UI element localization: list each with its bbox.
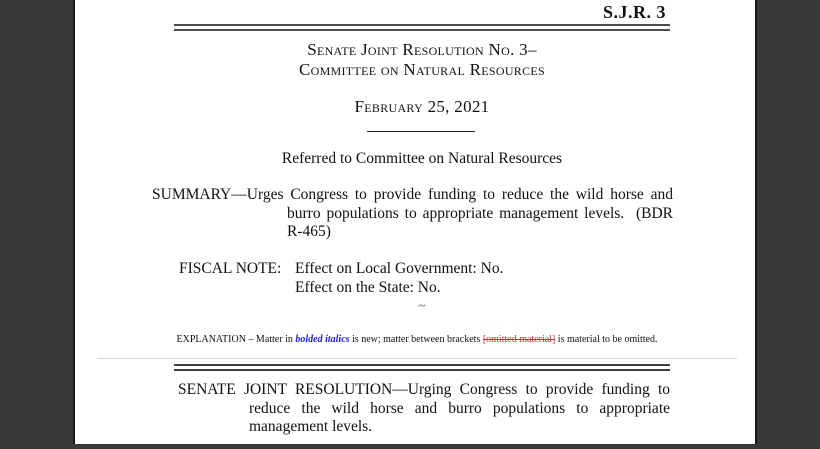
- explanation-note: [97, 334, 737, 345]
- resolution-text: —Urging Congress to provide funding to reduce the wild horse and burro populations to appropriate management levels.: [249, 381, 670, 436]
- title-line-2: Committee on Natural Resources: [298, 59, 546, 79]
- fiscal-effect-local: Effect on Local Government: No.: [295, 260, 504, 277]
- tilde-separator: ~: [418, 299, 426, 314]
- fiscal-note-effects: [295, 260, 503, 297]
- explanation-omitted-matter: [omitted material]: [482, 334, 556, 345]
- doc-number: S.J.R. 3: [602, 2, 666, 22]
- top-double-rule: [174, 24, 670, 31]
- document-page: [73, 0, 757, 444]
- date-separator-rule: [367, 131, 475, 132]
- referred-line: Referred to Committee on Natural Resources: [281, 150, 563, 167]
- explanation-bottom-rule: [97, 358, 737, 359]
- explanation-suffix: is material to be omitted.: [555, 334, 658, 345]
- document-date: February 25, 2021: [354, 97, 490, 116]
- fiscal-note-label: FISCAL NOTE:: [179, 260, 282, 277]
- resolution-label: SENATE JOINT RESOLUTION: [178, 381, 393, 398]
- bottom-double-rule: [174, 364, 670, 371]
- explanation-middle: is new; matter between brackets: [349, 334, 483, 345]
- resolution-paragraph: [178, 381, 670, 437]
- explanation-new-matter: bolded italics: [295, 334, 350, 345]
- explanation-prefix: EXPLANATION – Matter in: [176, 334, 296, 345]
- fiscal-effect-state: Effect on the State: No.: [295, 278, 441, 296]
- summary-text: —Urges Congress to provide funding to reduce the wild horse and burro populations to appropriate management levels. (BDR R-465): [231, 186, 673, 241]
- summary-label: SUMMARY: [152, 186, 232, 203]
- fiscal-note: [179, 260, 503, 297]
- title-line-1: Senate Joint Resolution No. 3–: [307, 40, 537, 59]
- document-title: [174, 40, 670, 79]
- summary-paragraph: [152, 186, 673, 242]
